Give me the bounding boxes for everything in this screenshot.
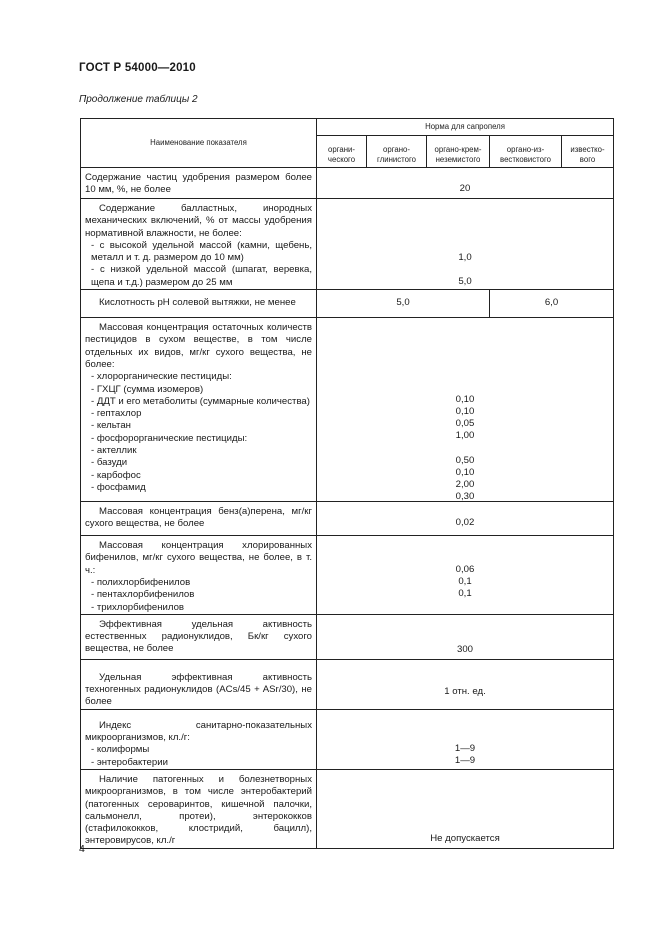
- row-name: Массовая концентрация хлорированных бифенилов, мг/кг сухого вещества, не более, в т. ч.: - полихлорбифенилов - пентахлорбифенилов - трихлорбифенилов: [81, 536, 317, 615]
- norms-table: [80, 118, 614, 849]
- value-cell: 0,1: [458, 576, 472, 588]
- row-name: Массовая концентрация бенз(а)перена, мг/кг сухого вещества, не более: [81, 502, 317, 536]
- value-cell: 0,30: [455, 491, 475, 503]
- row-name: Кислотность pH солевой вытяжки, не менее: [81, 290, 317, 318]
- row-name: Удельная эффективная активность техногенных радионуклидов (ACs/45 + ASr/30), не более: [81, 659, 317, 709]
- value-cell: 0,05: [455, 418, 475, 430]
- row-value: [317, 536, 614, 615]
- table-row: [81, 318, 614, 502]
- value-cell: 0,1: [458, 588, 472, 600]
- value-cell: 0,10: [455, 406, 475, 418]
- row-name: Содержание частиц удобрения размером более 10 мм, %, не более: [81, 168, 317, 199]
- value-cell: 0,02: [455, 517, 475, 529]
- document-id: ГОСТ Р 54000—2010: [79, 62, 196, 74]
- row-value: [317, 199, 614, 290]
- value-cell: 0,06: [455, 564, 475, 576]
- value-cell: 0,10: [455, 394, 475, 406]
- row-name: Индекс санитарно-показательных микроорганизмов, кл./г: - колиформы - энтеробактерии: [81, 709, 317, 769]
- value-cell: 5,0: [458, 276, 472, 287]
- value-cell: 1—9: [454, 754, 476, 766]
- table-row: [81, 769, 614, 848]
- value-cell: 1—9: [454, 742, 476, 754]
- subheader-organo-clay: органо- глинистого: [367, 136, 427, 168]
- row-value: [317, 318, 614, 502]
- row-value: [317, 614, 614, 659]
- value-cell: 0,50: [455, 455, 475, 467]
- subheader-organo-siliceous: органо-крем- неземистого: [427, 136, 490, 168]
- table-row: [81, 659, 614, 709]
- table-continuation-caption: Продолжение таблицы 2: [79, 94, 198, 105]
- row-value: [317, 168, 614, 199]
- table-row: [81, 709, 614, 769]
- row-name: Содержание балластных, инородных механических включений, % от массы удобрения нормативной влажности, не более: - с высокой удельной массой (камни, щебень, металл и т. д. размером до 10 мм) - с низкой удельной массой (шпагат, веревка, щепа и т.д.) размером до 25 мм: [81, 199, 317, 290]
- row-value: [317, 709, 614, 769]
- value-cell: 1,0: [458, 252, 472, 263]
- value-cell: Не допускается: [430, 832, 500, 844]
- page-number: 4: [79, 843, 85, 855]
- header-norm: Норма для сапропеля: [317, 119, 614, 136]
- value-cell: 6,0: [490, 290, 614, 318]
- row-value: [317, 502, 614, 536]
- table-row: [81, 168, 614, 199]
- table-row: [81, 614, 614, 659]
- value-cell: 5,0: [317, 290, 490, 318]
- table-row: [81, 502, 614, 536]
- subheader-organic: органи- ческого: [317, 136, 367, 168]
- row-name: Наличие патогенных и болезнетворных микроорганизмов, в том числе энтеробактерий (патогенных сероваринтов, кишечной палочки, сальмонелл, протеи), энтерококков (стафилококков, клостридий, бацилл), энтеровирусов, кл./г: [81, 769, 317, 848]
- value-cell: 0,10: [455, 467, 475, 479]
- row-name: Массовая концентрация остаточных количеств пестицидов в сухом веществе, в том числе отдельных их видов, мг/кг сухого вещества, не более: - хлорорганические пестициды: - ГХЦГ (сумма изомеров) - ДДТ и его метаболиты (суммарные количества) - гептахлор - кельтан - фосфорорганические пестициды: - актеллик - базуди - карбофос - фосфамид: [81, 318, 317, 502]
- value-cell: 2,00: [455, 479, 475, 491]
- row-value: [317, 769, 614, 848]
- header-indicator-name: Наименование показателя: [81, 119, 317, 168]
- value-cell: 1,00: [455, 430, 475, 442]
- row-value: [317, 659, 614, 709]
- table-row: [81, 536, 614, 615]
- subheader-organo-calcareous: органо-из- вестковистого: [490, 136, 562, 168]
- table-row: [81, 290, 614, 318]
- value-cell: 1 отн. ед.: [444, 685, 486, 697]
- row-name: Эффективная удельная активность естественных радионуклидов, Бк/кг сухого вещества, не более: [81, 614, 317, 659]
- table-row: [81, 199, 614, 290]
- value-cell: 20: [459, 183, 471, 194]
- subheader-calcareous: известко- вого: [562, 136, 614, 168]
- value-cell: 300: [456, 643, 473, 655]
